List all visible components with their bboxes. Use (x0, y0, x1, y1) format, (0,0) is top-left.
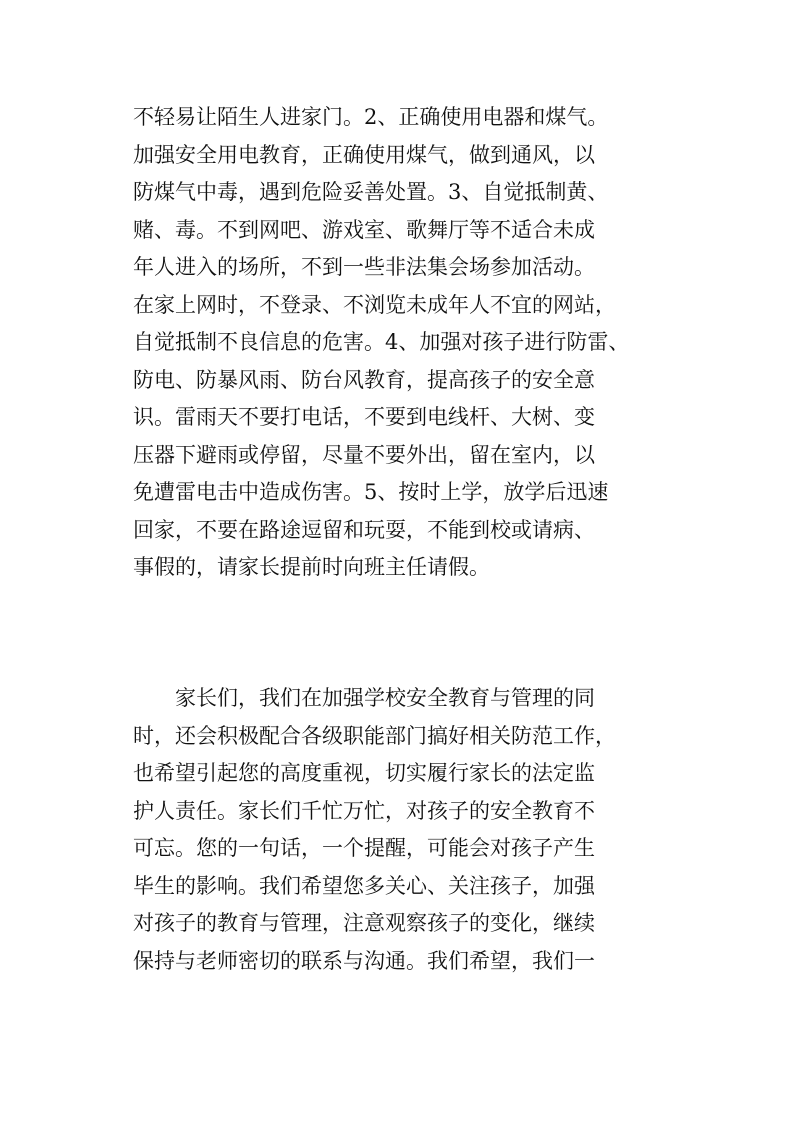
text-line: 防煤气中毒，遇到危险妥善处置。3、自觉抵制黄、 (133, 180, 609, 204)
text-line: 对孩子的教育与管理，注意观察孩子的变化，继续 (133, 911, 595, 935)
text-line: 赌、毒。不到网吧、游戏室、歌舞厅等不适合未成 (133, 217, 595, 242)
text-line: 时，还会积极配合各级职能部门搞好相关防范工作， (133, 723, 616, 748)
text-line: 识。雷雨天不要打电话，不要到电线杆、大树、变 (133, 405, 595, 429)
paragraph-parents-message (133, 680, 673, 980)
text-line: 家长们，我们在加强学校安全教育与管理的同 (133, 686, 595, 710)
paragraph-safety-rules (133, 99, 673, 587)
text-line: 毕生的影响。我们希望您多关心、关注孩子，加强 (133, 873, 595, 898)
text-line: 也希望引起您的高度重视，切实履行家长的法定监 (133, 761, 595, 785)
text-line: 可忘。您的一句话，一个提醒，可能会对孩子产生 (133, 836, 595, 860)
text-line: 事假的，请家长提前时向班主任请假。 (133, 555, 490, 579)
text-line: 在家上网时，不登录、不浏览未成年人不宜的网站， (133, 292, 616, 317)
text-line: 不轻易让陌生人进家门。2、正确使用电器和煤气。 (133, 105, 609, 129)
text-line: 回家，不要在路途逗留和玩耍，不能到校或请病、 (133, 517, 595, 542)
text-line: 保持与老师密切的联系与沟通。我们希望，我们一 (133, 948, 595, 973)
text-line: 防电、防暴风雨、防台风教育，提高孩子的安全意 (133, 367, 595, 392)
text-line: 加强安全用电教育，正确使用煤气，做到通风，以 (133, 142, 595, 167)
text-line: 免遭雷电击中造成伤害。5、按时上学，放学后迅速 (133, 480, 609, 504)
text-line: 年人进入的场所，不到一些非法集会场参加活动。 (133, 255, 595, 279)
text-line: 压器下避雨或停留，尽量不要外出，留在室内，以 (133, 442, 595, 467)
text-line: 护人责任。家长们千忙万忙，对孩子的安全教育不 (133, 798, 595, 823)
text-line: 自觉抵制不良信息的危害。4、加强对孩子进行防雷、 (133, 330, 630, 354)
